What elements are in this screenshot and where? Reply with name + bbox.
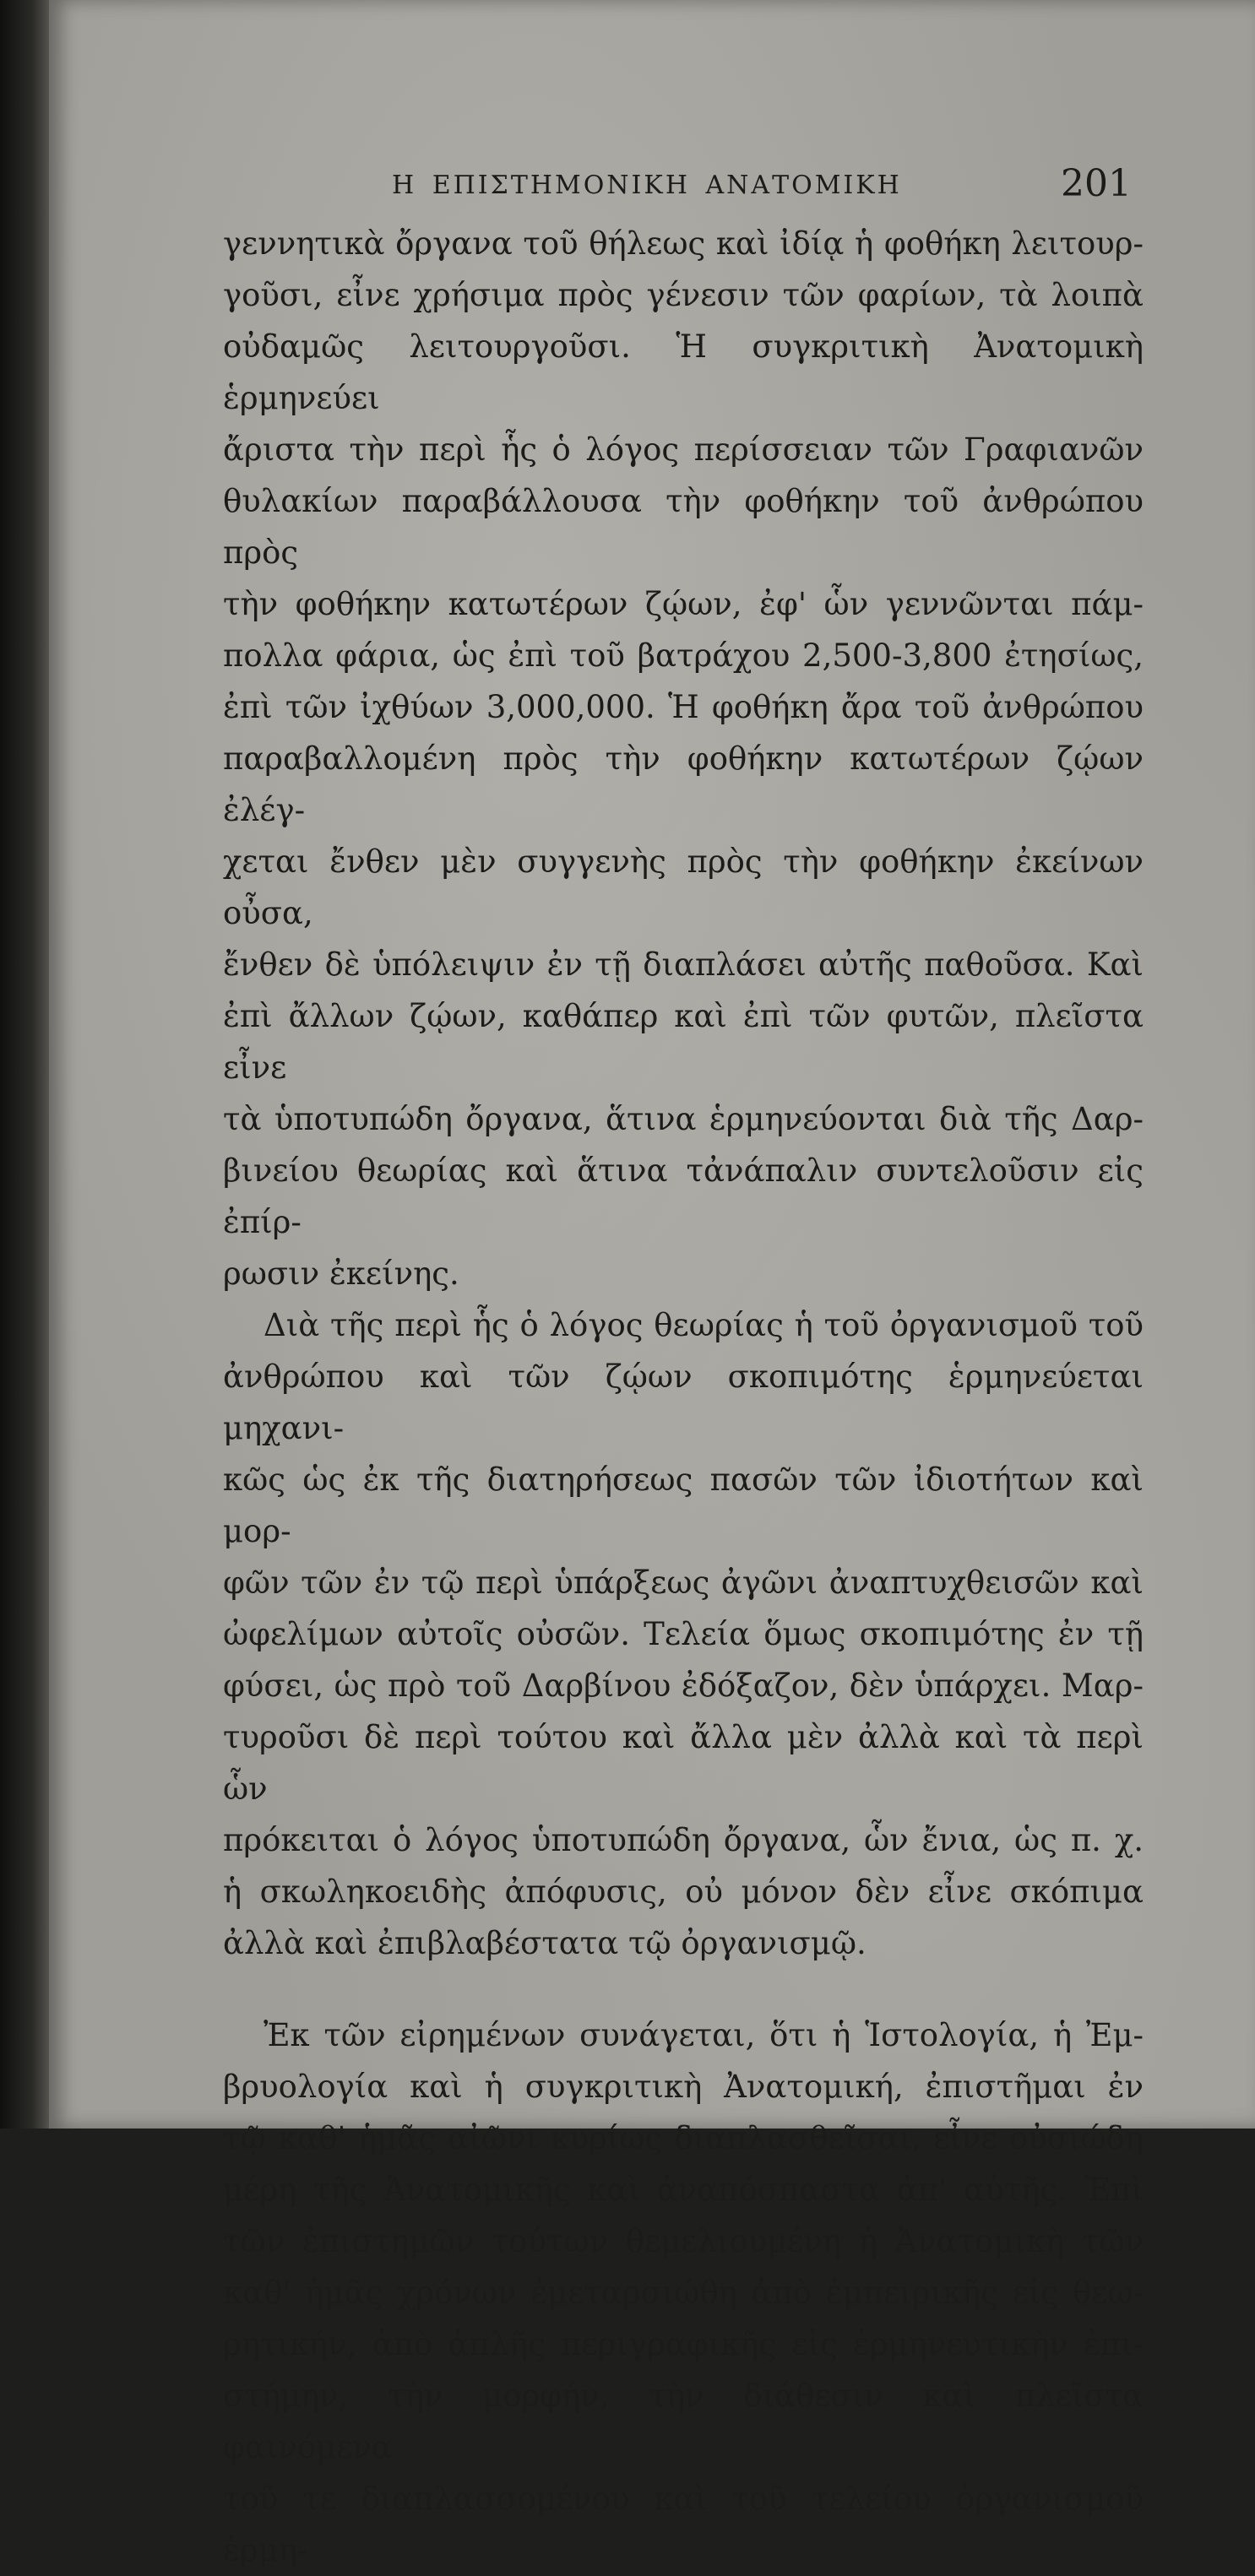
text-line: μέρη τῆς Ἀνατομικῆς καὶ ἀναπόσπαστα ἀπ' αὐτῆς. Ἐπὶ [223,2172,1144,2208]
text-line: φῶν τῶν ἐν τῷ περὶ ὑπάρξεως ἀγῶνι ἀναπτυχθεισῶν καὶ [223,1565,1144,1601]
text-line: ὠφελίμων αὐτοῖς οὐσῶν. Τελεία ὅμως σκοπιμότης ἐν τῇ [223,1616,1144,1652]
text-line: ἡ σκωληκοειδὴς ἀπόφυσις, οὐ μόνον δὲν εἶνε σκόπιμα [223,1874,1144,1910]
text-line: ἐπὶ ἄλλων ζῴων, καθάπερ καὶ ἐπὶ τῶν φυτῶν, πλεῖστα εἶνε [223,998,1144,1086]
text-line: ἀνθρώπου καὶ τῶν ζῴων σκοπιμότης ἑρμηνεύεται μηχανι- [223,1359,1144,1446]
text-line: Διὰ τῆς περὶ ἧς ὁ λόγος θεωρίας ἡ τοῦ ὀργανισμοῦ τοῦ [263,1307,1144,1343]
text-line: βινείου θεωρίας καὶ ἅτινα τἀνάπαλιν συντελοῦσιν εἰς ἐπίρ- [223,1152,1144,1240]
text-line: γεννητικὰ ὄργανα τοῦ θήλεως καὶ ἰδίᾳ ἡ φοθήκη λειτουρ- [223,225,1144,262]
text-line: καθ' ἡμᾶς χρόνων ἐμεταρσιώθη ἀπὸ ἐμπειρικῆς εἰς θεω- [223,2275,1144,2311]
paragraph-gap [223,1969,1144,2009]
text-line: θυλακίων παραβάλλουσα τὴν φοθήκην τοῦ ἀνθρώπου πρὸς [223,483,1144,571]
text-line: τυροῦσι δὲ περὶ τούτου καὶ ἄλλα μὲν ἀλλὰ καὶ τὰ περὶ ὧν [223,1719,1144,1807]
text-line: τὴν φοθήκην κατωτέρων ζῴων, ἐφ' ὧν γεννῶνται πάμ- [223,586,1144,622]
running-head [223,159,1144,218]
text-line: ἄριστα τὴν περὶ ἧς ὁ λόγος περίσσειαν τῶν Γραφιανῶν [223,431,1144,468]
text-line: πρόκειται ὁ λόγος ὑποτυπώδη ὄργανα, ὧν ἔνια, ὡς π. χ. [223,1822,1144,1858]
text-line: ρωσιν ἐκείνης. [223,1255,459,1292]
running-title: Η ΕΠΙΣΤΗΜΟΝΙΚΗ ΑΝΑΤΟΜΙΚΗ [392,171,902,200]
text-line: Ἐκ τῶν εἰρημένων συνάγεται, ὅτι ἡ Ἱστολογία, ἡ Ἐμ- [263,2017,1144,2053]
text-line: ἔνθεν δὲ ὑπόλειψιν ἐν τῇ διαπλάσει αὐτῆς παθοῦσα. Καὶ [223,946,1144,983]
paragraph-3 [223,2009,1144,2576]
paragraph-1 [223,218,1144,1299]
text-line: παραβαλλομένη πρὸς τὴν φοθήκην κατωτέρων ζῴων ἐλέγ- [223,740,1144,828]
text-line: ἐπὶ τῶν ἰχθύων 3,000,000. Ἡ φοθήκη ἄρα τοῦ ἀνθρώπου [223,689,1144,725]
paragraph-2 [223,1299,1144,1969]
page-number: 201 [1061,162,1132,205]
text-line: τὰ ὑποτυπώδη ὄργανα, ἅτινα ἑρμηνεύονται διὰ τῆς Δαρ- [223,1101,1144,1137]
text-line: τῷ καθ' ἡμᾶς αἰῶνι κυρίως διαπλασθεῖσαι, εἶνε οὐσιώδη [223,2120,1144,2156]
text-line: φύσει, ὡς πρὸ τοῦ Δαρβίνου ἐδόξαζον, δὲν ὑπάρχει. Μαρ- [223,1668,1144,1704]
text-line: κῶς ὡς ἐκ τῆς διατηρήσεως πασῶν τῶν ἰδιοτήτων καὶ μορ- [223,1462,1144,1549]
book-page [49,0,1255,2568]
text-line: ἀλλὰ καὶ ἐπιβλαβέστατα τῷ ὀργανισμῷ. [223,1925,867,1961]
text-line: στήμην, τὴν μορφήν, τὴν διάθεσιν καὶ πλεῖστα φαινόμενα [223,2378,1144,2465]
text-line: πολλα φάρια, ὡς ἐπὶ τοῦ βατράχου 2,500-3,800 ἐτησίως, [223,637,1144,674]
text-line: ρητικήν, ἀπὸ ἁπλῆς περιγραφικῆς εἰς ἑρμηνευτικὴν ἐπι- [223,2326,1144,2362]
text-line: βρυολογία καὶ ἡ συγκριτικὴ Ἀνατομική, ἐπιστῆμαι ἐν [223,2069,1144,2105]
text-line: χεται ἔνθεν μὲν συγγενὴς πρὸς τὴν φοθήκην ἐκείνων οὖσα, [223,843,1144,931]
text-line: γοῦσι, εἶνε χρήσιμα πρὸς γένεσιν τῶν φαρίων, τὰ λοιπὰ [223,277,1144,313]
text-line: τοῦ τε διαπλασσομένου καὶ τοῦ τελείου ὀργανισμοῦ ἑρμη- [223,2481,1144,2568]
text-block [223,159,1144,2576]
text-line: οὐδαμῶς λειτουργοῦσι. Ἡ συγκριτικὴ Ἀνατομικὴ ἑρμηνεύει [223,328,1144,416]
text-line: τῶν ἐπιστημῶν τούτων θεμελιουμένη ἡ Ἀνατομικὴ τῶν [223,2223,1144,2259]
